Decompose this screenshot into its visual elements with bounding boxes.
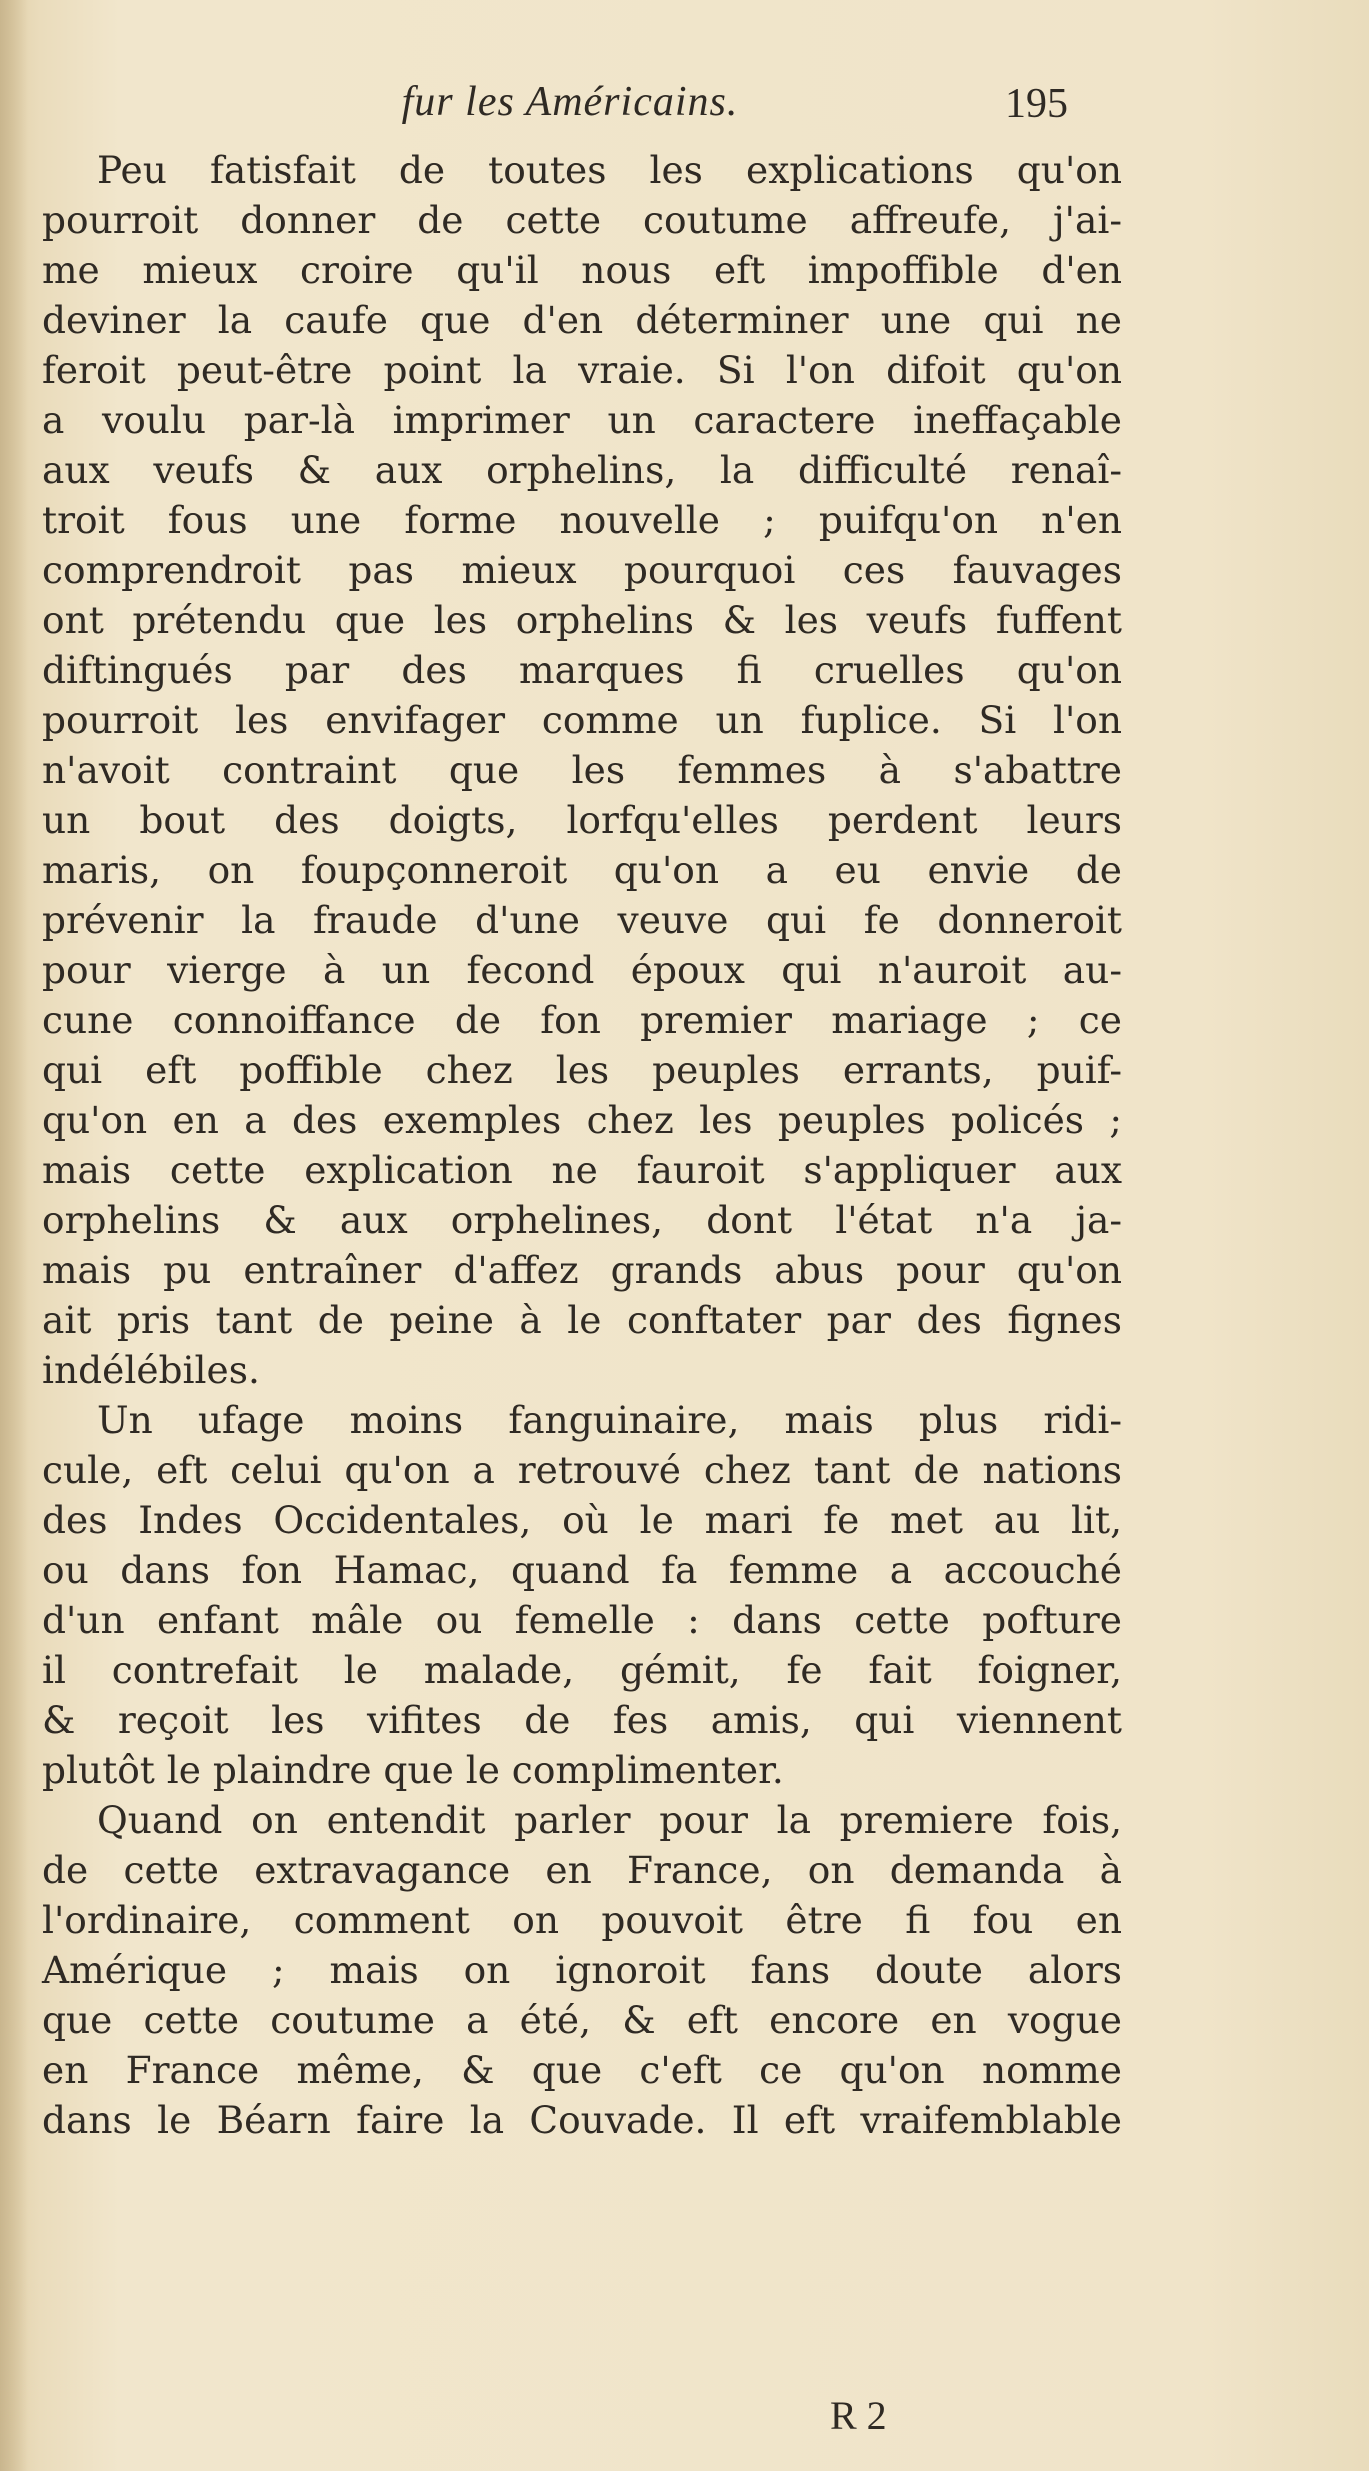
text-line: prévenir la fraude d'une veuve qui fe donneroit bbox=[42, 898, 1122, 942]
text-line: deviner la caufe que d'en déterminer une qui ne bbox=[42, 298, 1122, 342]
text-line: mais pu entraîner d'affez grands abus pour qu'on bbox=[42, 1248, 1122, 1292]
text-line: il contrefait le malade, gémit, fe fait foigner, bbox=[42, 1648, 1122, 1692]
text-line: Amérique ; mais on ignoroit fans doute alors bbox=[42, 1948, 1122, 1992]
paragraph-3 bbox=[42, 1795, 1122, 2145]
text-line: qui eft poffible chez les peuples errants, puif- bbox=[42, 1048, 1122, 1092]
paragraph-1 bbox=[42, 145, 1122, 1395]
text-line: des Indes Occidentales, où le mari fe met au lit, bbox=[42, 1498, 1122, 1542]
text-line: comprendroit pas mieux pourquoi ces fauvages bbox=[42, 548, 1122, 592]
text-line: orphelins & aux orphelines, dont l'état n'a ja- bbox=[42, 1198, 1122, 1242]
text-line: d'un enfant mâle ou femelle : dans cette pofture bbox=[42, 1598, 1122, 1642]
page-header bbox=[0, 78, 1369, 138]
body-text bbox=[42, 145, 1122, 2145]
text-line: & reçoit les vifites de fes amis, qui viennent bbox=[42, 1698, 1122, 1742]
text-line: Quand on entendit parler pour la premiere fois, bbox=[97, 1798, 1122, 1842]
text-line: de cette extravagance en France, on demanda à bbox=[42, 1848, 1122, 1892]
signature-mark: R 2 bbox=[830, 2393, 887, 2438]
text-line: a voulu par-là imprimer un caractere ineffaçable bbox=[42, 398, 1122, 442]
text-line: cune connoiffance de fon premier mariage ; ce bbox=[42, 998, 1122, 1042]
text-line: mais cette explication ne fauroit s'appliquer aux bbox=[42, 1148, 1122, 1192]
text-line: pourroit donner de cette coutume affreufe, j'ai- bbox=[42, 198, 1122, 242]
text-line: indélébiles. bbox=[42, 1348, 260, 1392]
text-line: ait pris tant de peine à le conftater par des fignes bbox=[42, 1298, 1122, 1342]
text-line: ou dans fon Hamac, quand fa femme a accouché bbox=[42, 1548, 1122, 1592]
text-line: ont prétendu que les orphelins & les veufs fuffent bbox=[42, 598, 1122, 642]
text-line: pour vierge à un fecond époux qui n'auroit au- bbox=[42, 948, 1122, 992]
page-gutter-shadow bbox=[0, 0, 28, 2471]
paragraph-2 bbox=[42, 1395, 1122, 1795]
text-line: troit fous une forme nouvelle ; puifqu'on n'en bbox=[42, 498, 1122, 542]
text-line: pourroit les envifager comme un fuplice. Si l'on bbox=[42, 698, 1122, 742]
text-line: n'avoit contraint que les femmes à s'abattre bbox=[42, 748, 1122, 792]
text-line: que cette coutume a été, & eft encore en vogue bbox=[42, 1998, 1122, 2042]
text-line: me mieux croire qu'il nous eft impoffible d'en bbox=[42, 248, 1122, 292]
text-line: qu'on en a des exemples chez les peuples policés ; bbox=[42, 1098, 1122, 1142]
text-line: dans le Béarn faire la Couvade. Il eft vraifemblable bbox=[42, 2098, 1122, 2142]
text-line: maris, on foupçonneroit qu'on a eu envie de bbox=[42, 848, 1122, 892]
text-line: aux veufs & aux orphelins, la difficulté renaî- bbox=[42, 448, 1122, 492]
text-line: un bout des doigts, lorfqu'elles perdent leurs bbox=[42, 798, 1122, 842]
text-line: Un ufage moins fanguinaire, mais plus ridi- bbox=[97, 1398, 1122, 1442]
text-line: feroit peut-être point la vraie. Si l'on difoit qu'on bbox=[42, 348, 1122, 392]
text-line: l'ordinaire, comment on pouvoit être fi fou en bbox=[42, 1898, 1122, 1942]
text-line: en France même, & que c'eft ce qu'on nomme bbox=[42, 2048, 1122, 2092]
page-number: 195 bbox=[1005, 81, 1068, 127]
text-line: cule, eft celui qu'on a retrouvé chez tant de nations bbox=[42, 1448, 1122, 1492]
running-title: fur les Américains. bbox=[401, 79, 739, 125]
text-line: diftingués par des marques fi cruelles qu'on bbox=[42, 648, 1122, 692]
text-line: plutôt le plaindre que le complimenter. bbox=[42, 1748, 784, 1792]
text-line: Peu fatisfait de toutes les explications qu'on bbox=[97, 148, 1122, 192]
